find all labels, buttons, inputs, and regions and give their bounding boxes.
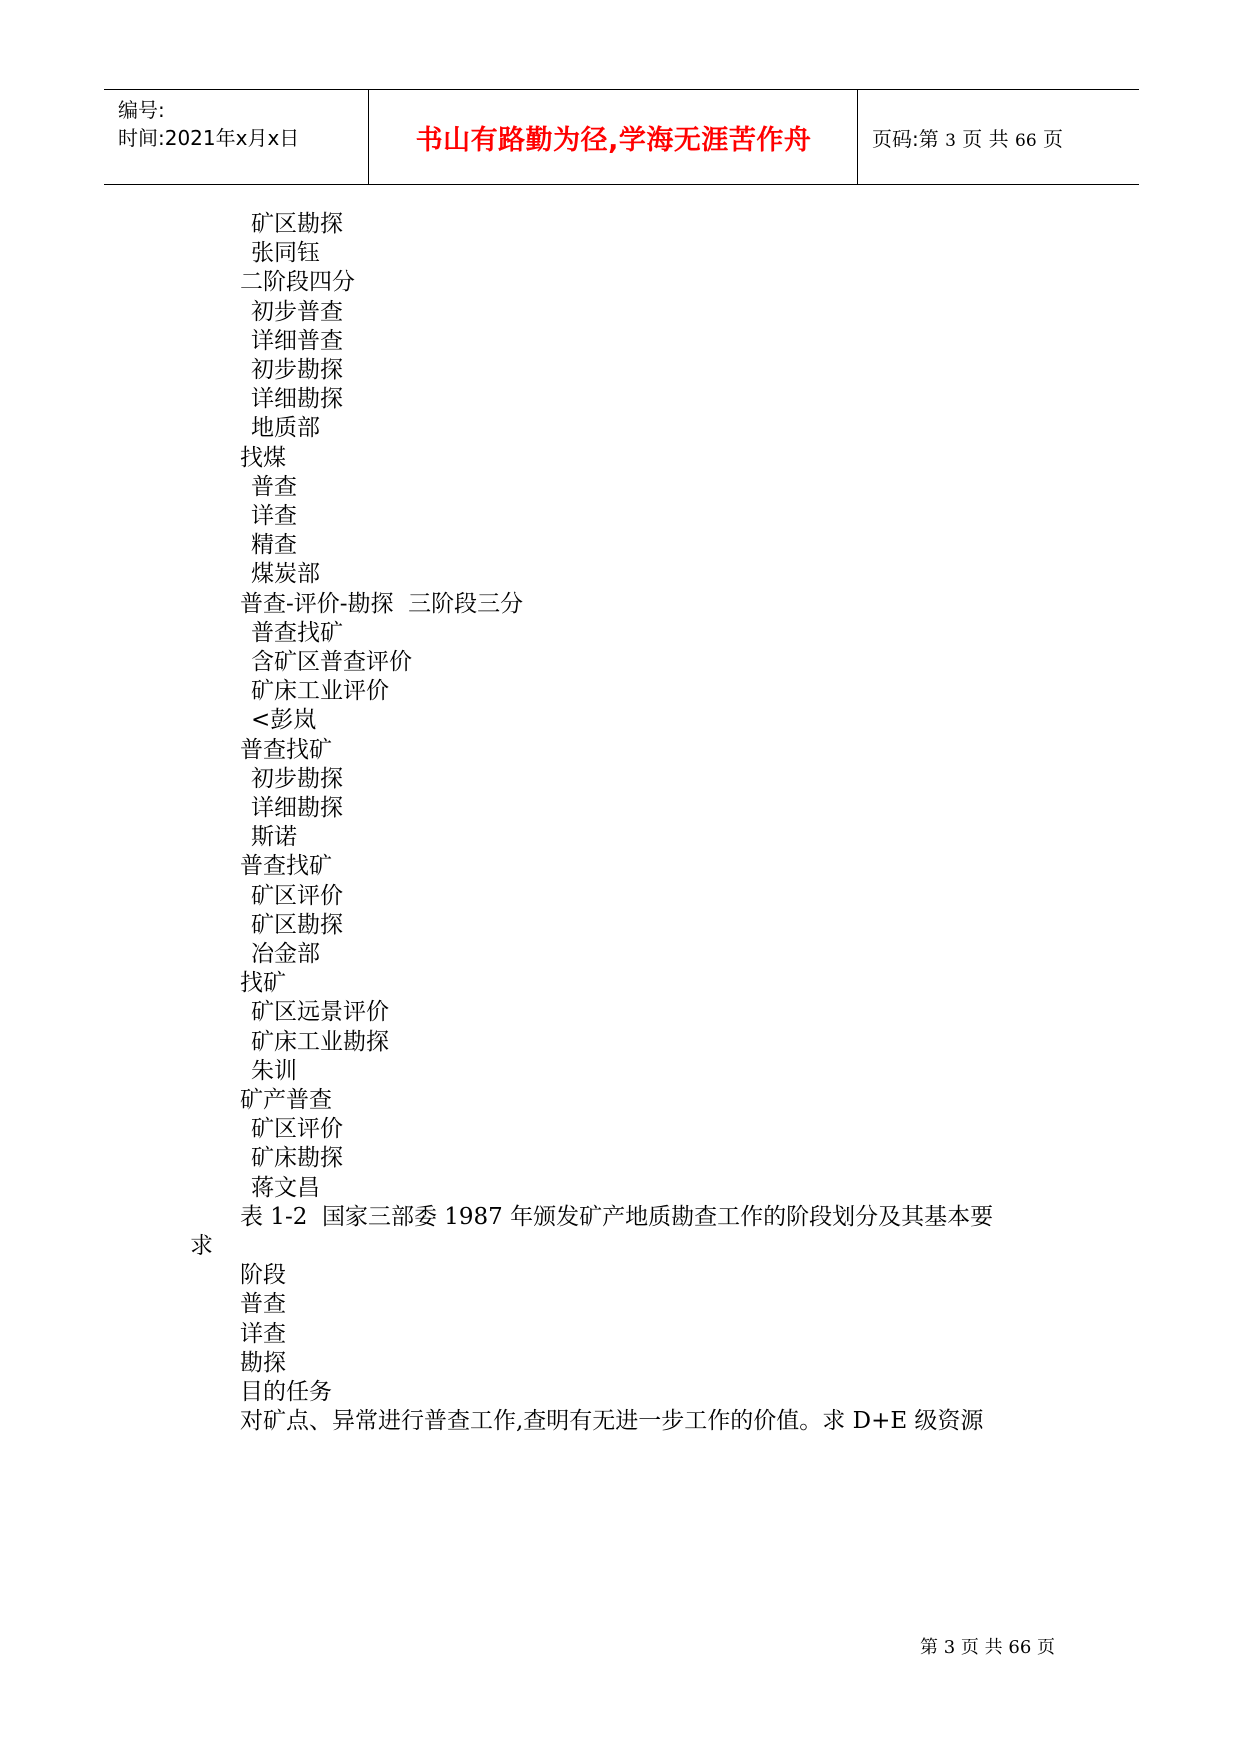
text-line: 详细勘探 xyxy=(251,795,343,821)
page-prefix: 页码:第 xyxy=(872,127,939,151)
text-line: 普查找矿 xyxy=(240,736,332,763)
text-line: 勘探 xyxy=(240,1349,286,1376)
document-time-label: 时间:2021年x月x日 xyxy=(118,126,300,150)
header-meta xyxy=(118,96,299,152)
text-line: 矿区远景评价 xyxy=(251,999,389,1026)
text-line: 矿区勘探 xyxy=(251,211,343,237)
text-line: 朱训 xyxy=(251,1057,297,1084)
text-line: 矿床勘探 xyxy=(251,1145,343,1172)
text-line: 详细普查 xyxy=(251,327,343,354)
text-line: 详细勘探 xyxy=(251,386,343,413)
document-number-label: 编号: xyxy=(118,98,165,122)
text-line: 目的任务 xyxy=(240,1379,332,1405)
text-line: 普查-评价-勘探 三阶段三分 xyxy=(240,590,524,617)
text-line: 初步普查 xyxy=(251,298,343,325)
text-line: 找煤 xyxy=(240,444,286,471)
text-line: 详查 xyxy=(251,503,297,529)
page-mid: 页 共 xyxy=(962,127,1009,151)
text-line: 煤炭部 xyxy=(251,561,320,588)
text-line: 矿区评价 xyxy=(251,882,343,909)
text-line: 找矿 xyxy=(240,970,286,997)
page-header xyxy=(104,89,1139,185)
page-number: 3 xyxy=(945,131,956,151)
text-line: 详查 xyxy=(240,1320,286,1347)
text-line: 表 1-2 国家三部委 1987 年颁发矿产地质勘查工作的阶段划分及其基本要 xyxy=(240,1203,994,1230)
header-motto: 书山有路勤为径,学海无涯苦作舟 xyxy=(415,125,812,156)
text-line: 二阶段四分 xyxy=(240,269,355,296)
text-line: 阶段 xyxy=(240,1262,286,1289)
header-divider xyxy=(368,90,369,184)
text-line: 初步勘探 xyxy=(251,765,343,792)
text-line: <彭岚 xyxy=(251,707,317,734)
header-page-info xyxy=(872,123,1063,152)
text-line: 初步勘探 xyxy=(251,357,343,383)
text-line: 冶金部 xyxy=(251,941,320,967)
text-line: 矿区勘探 xyxy=(251,911,343,938)
text-line: 地质部 xyxy=(251,415,320,442)
page-total: 66 xyxy=(1015,131,1037,151)
text-line: 求 xyxy=(190,1233,213,1259)
text-line: 对矿点、异常进行普查工作,查明有无进一步工作的价值。求 D+E 级资源 xyxy=(240,1408,984,1435)
text-line: 普查找矿 xyxy=(240,853,332,880)
text-line: 矿床工业勘探 xyxy=(251,1028,389,1055)
text-line: 普查 xyxy=(251,473,297,500)
text-line: 矿产普查 xyxy=(240,1087,332,1113)
text-line: 普查 xyxy=(240,1291,286,1318)
text-line: 含矿区普查评价 xyxy=(251,649,412,675)
text-line: 斯诺 xyxy=(251,824,297,851)
text-line: 张同钰 xyxy=(251,240,320,267)
text-line: 精查 xyxy=(251,532,297,559)
text-line: 普查找矿 xyxy=(251,619,343,646)
text-line: 矿床工业评价 xyxy=(251,678,389,705)
text-line: 矿区评价 xyxy=(251,1116,343,1143)
header-divider xyxy=(857,90,858,184)
page-footer: 第 3 页 共 66 页 xyxy=(920,1637,1055,1658)
text-line: 蒋文昌 xyxy=(251,1174,320,1201)
page-suffix: 页 xyxy=(1043,127,1064,151)
